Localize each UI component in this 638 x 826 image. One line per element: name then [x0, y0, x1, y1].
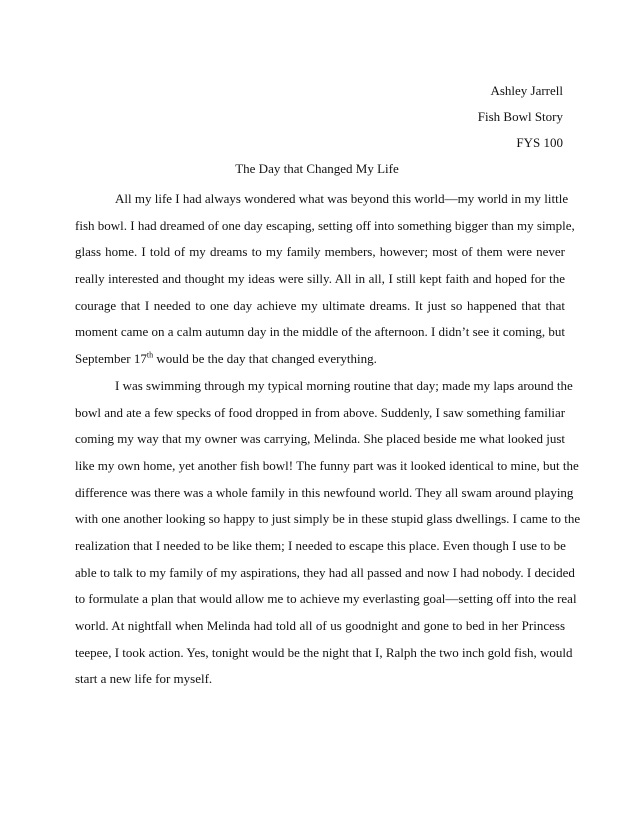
paragraph-line: realization that I needed to be like them; I needed to escape this place. Even though I use to be: [75, 537, 566, 553]
paragraph-line: I was swimming through my typical morning routine that day; made my laps around the: [115, 377, 573, 393]
paragraph-line: able to talk to my family of my aspirations, they had all passed and now I had nobody. I decided: [75, 564, 575, 580]
text-run: would be the day that changed everything.: [153, 351, 377, 367]
paragraph-line: to formulate a plan that would allow me to achieve my everlasting goal—setting off into the real: [75, 591, 577, 607]
author-name: Ashley Jarrell: [490, 83, 563, 98]
course-code: FYS 100: [516, 135, 563, 150]
essay-title: The Day that Changed My Life: [235, 161, 399, 176]
header-block: [478, 78, 563, 156]
paragraph-line: world. At nightfall when Melinda had told all of us goodnight and gone to bed in her Princess: [75, 618, 565, 633]
essay-body: [75, 186, 581, 693]
assignment-title: Fish Bowl Story: [477, 109, 563, 124]
paragraph-line: All my life I had always wondered what was beyond this world—my world in my little: [115, 191, 569, 206]
paragraph-line: difference was there was a whole family in this newfound world. They all swam around playing: [75, 484, 574, 500]
paragraph-line: with one another looking so happy to just simply be in these stupid glass dwellings. I came to the: [75, 511, 581, 527]
paragraph-line: fish bowl. I had dreamed of one day escaping, setting off into something bigger than my simple,: [75, 217, 575, 233]
paragraph-line: moment came on a calm autumn day in the middle of the afternoon. I didn’t see it coming, but: [75, 324, 566, 340]
paragraph-line: start a new life for myself.: [75, 671, 213, 687]
paragraph-line: glass home. I told of my dreams to my family members, however; most of them were never: [75, 244, 565, 260]
text-run: September 17: [75, 351, 147, 367]
paragraph-line: courage that I needed to one day achieve my ultimate dreams. It just so happened that that: [75, 297, 565, 313]
paragraph-line: [75, 346, 565, 373]
paragraph-line: like my own home, yet another fish bowl! The funny part was it looked identical to mine, but the: [75, 457, 579, 473]
superscript: th: [146, 350, 154, 360]
paragraph-line: really interested and thought my ideas were silly. All in all, I still kept faith and hoped for the: [75, 271, 565, 287]
paragraph-line: bowl and ate a few specks of food dropped in from above. Suddenly, I saw something familiar: [75, 404, 566, 420]
paragraph-line: teepee, I took action. Yes, tonight would be the night that I, Ralph the two inch gold fish, would: [75, 644, 573, 660]
paragraph-line: coming my way that my owner was carrying, Melinda. She placed beside me what looked just: [75, 431, 565, 447]
